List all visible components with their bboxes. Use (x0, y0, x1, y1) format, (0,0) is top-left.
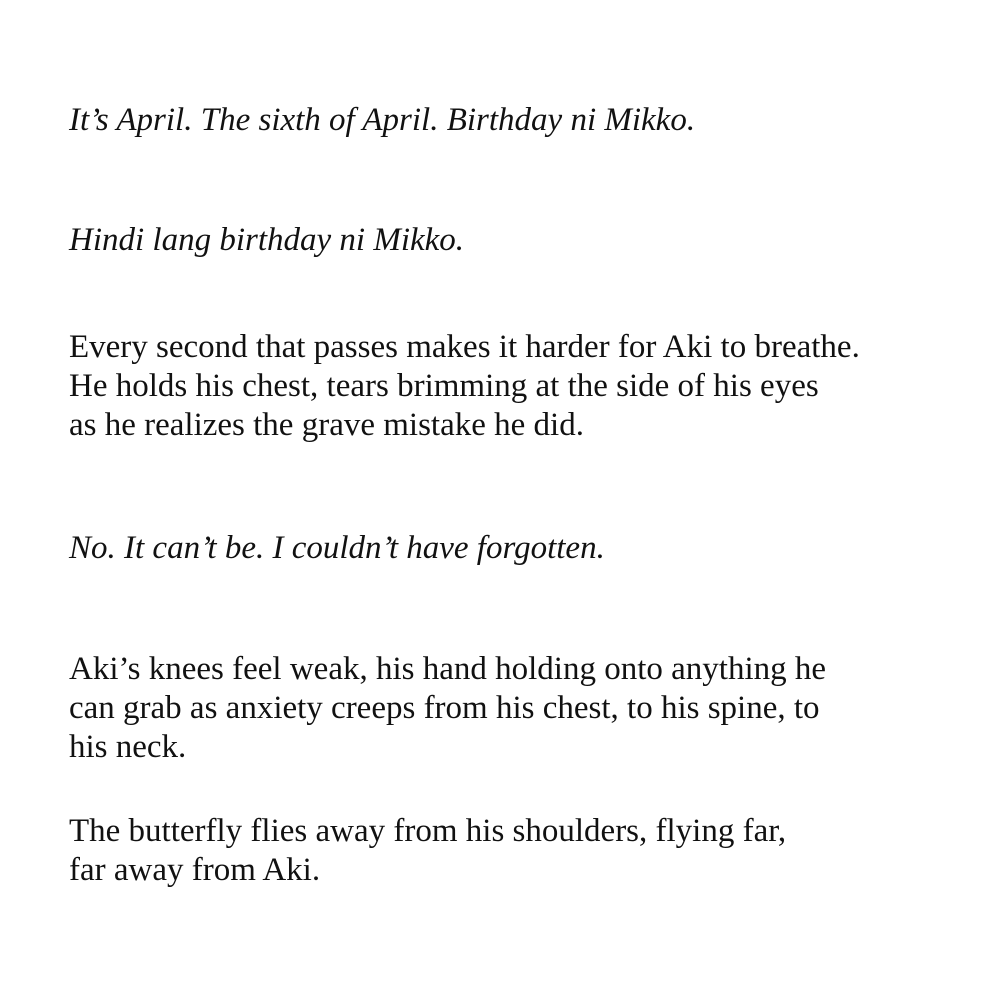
paragraph-knees-line-2: can grab as anxiety creeps from his chest, to his spine, to (69, 690, 820, 726)
paragraph-butterfly-line-2: far away from Aki. (69, 852, 321, 888)
paragraph-april-birthday: It’s April. The sixth of April. Birthday ni Mikko. (69, 102, 696, 138)
paragraph-butterfly-line-1: The butterfly flies away from his shoulders, flying far, (69, 813, 787, 849)
paragraph-hindi-lang: Hindi lang birthday ni Mikko. (69, 222, 465, 258)
paragraph-breathe-line-2: He holds his chest, tears brimming at the side of his eyes (69, 368, 819, 404)
paragraph-knees-line-1: Aki’s knees feel weak, his hand holding onto anything he (69, 651, 827, 687)
paragraph-breathe-line-3: as he realizes the grave mistake he did. (69, 407, 584, 443)
paragraph-knees-line-3: his neck. (69, 729, 187, 765)
paragraph-breathe-line-1: Every second that passes makes it harder for Aki to breathe. (69, 329, 860, 365)
paragraph-cant-be: No. It can’t be. I couldn’t have forgotten. (69, 530, 605, 566)
